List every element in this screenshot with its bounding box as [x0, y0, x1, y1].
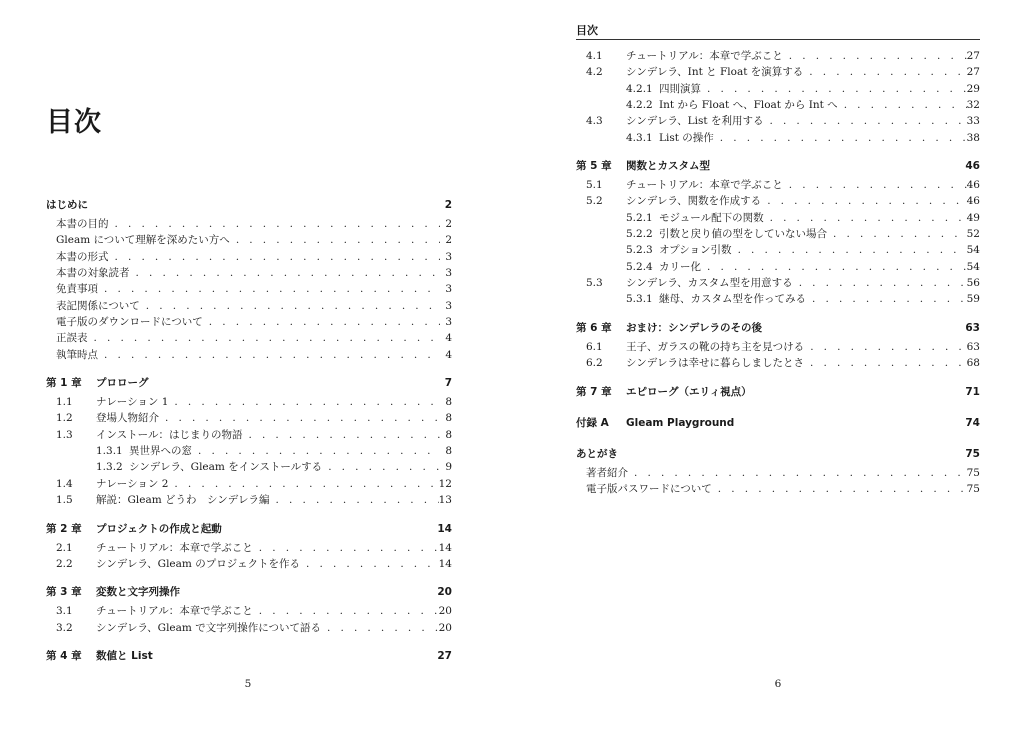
toc-chapter-5[interactable] [576, 158, 980, 177]
toc-entry[interactable] [576, 130, 980, 146]
section-number: 1.5 [56, 494, 73, 507]
entry-title: 電子版のダウンロードについて [56, 316, 203, 329]
section-number: 1.2 [56, 412, 73, 425]
dot-leader [109, 251, 441, 263]
entry-title: 免責事項 [56, 283, 98, 296]
entry-title: Int から Float へ、Float から Int へ [659, 99, 838, 112]
toc-chapter-hajimeni[interactable] [46, 197, 452, 216]
toc-entry[interactable] [46, 330, 452, 346]
page-ref: 59 [966, 293, 980, 306]
dot-leader [109, 218, 441, 230]
dot-leader [701, 83, 967, 95]
toc-entry[interactable] [576, 64, 980, 80]
entry-title: 本書の形式 [56, 250, 109, 263]
dot-leader [300, 558, 439, 570]
toc-entry[interactable] [46, 556, 452, 572]
section-number: 4.2.2 [626, 99, 653, 112]
page-ref: 27 [966, 50, 980, 62]
entry-title: シンデレラは幸せに暮らしましたとさ [626, 357, 805, 370]
toc-entry[interactable] [46, 540, 452, 556]
entry-title: オプション引数 [659, 244, 732, 257]
page-ref: 68 [966, 357, 980, 370]
section-number: 4.1 [586, 50, 603, 62]
toc-entry[interactable] [46, 298, 452, 314]
page-ref: 27 [966, 66, 980, 79]
toc-entry[interactable] [576, 177, 980, 193]
page-ref: 32 [966, 99, 980, 112]
dot-leader [230, 234, 440, 246]
toc-entry[interactable] [576, 465, 980, 481]
toc-entry[interactable] [576, 113, 980, 129]
entry-title: 登場人物紹介 [96, 412, 159, 425]
section-number: 1.4 [56, 477, 73, 490]
toc-entry[interactable] [576, 355, 980, 371]
section-number: 3.1 [56, 605, 73, 618]
page-ref: 8 [445, 445, 452, 458]
dot-leader [168, 396, 440, 408]
entry-title: 著者紹介 [586, 466, 628, 479]
page-ref: 46 [966, 195, 980, 208]
entry-title: 王子、ガラスの靴の持ち主を見つける [626, 340, 805, 353]
page-ref: 71 [965, 385, 980, 398]
page-ref: 27 [437, 649, 452, 662]
entry-title: 引数と戻り値の型をしていない場合 [659, 228, 827, 241]
page-ref: 46 [965, 160, 980, 173]
section-number: 5.2.3 [626, 244, 653, 257]
page-ref: 13 [438, 494, 452, 507]
chapter-title: おまけ：シンデレラのその後 [626, 321, 763, 334]
chapter-title: エピローグ（エリィ視点） [626, 385, 752, 398]
page-ref: 8 [445, 412, 452, 425]
toc-entry[interactable] [576, 97, 980, 113]
dot-leader [783, 179, 967, 191]
toc-appendix-a[interactable] [576, 415, 980, 434]
entry-title: モジュール配下の関数 [659, 211, 764, 224]
entry-title: 執筆時点 [56, 348, 98, 361]
toc-entry[interactable] [46, 249, 452, 265]
dot-leader [192, 445, 440, 457]
toc-entry[interactable] [576, 339, 980, 355]
page-ref: 7 [444, 377, 452, 390]
section-number: 5.3.1 [626, 293, 653, 306]
toc-entry[interactable] [576, 259, 980, 275]
page-ref: 38 [966, 131, 980, 144]
section-number: 5.1 [586, 179, 603, 192]
section-number: 6.2 [586, 357, 603, 370]
page-ref: 12 [438, 477, 452, 490]
entry-title: シンデレラ、Gleam で文字列操作について語る [96, 621, 321, 634]
page-ref: 63 [966, 340, 980, 353]
page-ref: 75 [965, 447, 980, 460]
chapter-title: 関数とカスタム型 [626, 160, 710, 173]
entry-title: シンデレラ、Gleam をインストールする [129, 461, 323, 474]
chapter-title: 変数と文字列操作 [96, 586, 180, 599]
section-number: 5.2.1 [626, 211, 653, 224]
dot-leader [827, 228, 967, 240]
page-ref: 9 [445, 461, 452, 474]
section-number: 2.1 [56, 541, 73, 554]
toc-entry[interactable] [576, 81, 980, 97]
page-ref: 75 [966, 466, 980, 479]
toc-entry[interactable] [576, 226, 980, 242]
toc-entry[interactable] [46, 443, 452, 459]
page-ref: 54 [966, 244, 980, 257]
page-ref: 8 [445, 396, 452, 409]
page-ref: 14 [437, 522, 452, 535]
page-ref: 63 [965, 321, 980, 334]
toc-entry[interactable] [576, 210, 980, 226]
entry-title: シンデレラ、Gleam のプロジェクトを作る [96, 557, 300, 570]
toc-entry[interactable] [46, 314, 452, 330]
dot-leader [804, 341, 966, 353]
toc-entry[interactable] [46, 265, 452, 281]
dot-leader [804, 357, 967, 369]
dot-leader [270, 494, 439, 506]
entry-title: チュートリアル：本章で学ぶこと [96, 541, 253, 554]
dot-leader [714, 132, 967, 144]
section-number: 3.2 [56, 621, 73, 634]
page-ref: 2 [445, 218, 452, 230]
entry-title: 継母、カスタム型を作ってみる [659, 293, 806, 306]
dot-leader [712, 483, 967, 495]
dot-leader [88, 332, 441, 344]
toc-chapter-atogaki[interactable] [576, 446, 980, 465]
dot-leader [764, 212, 967, 224]
page-ref: 3 [445, 250, 452, 263]
running-head: 目次 [576, 22, 980, 40]
page-ref: 20 [438, 621, 452, 634]
page-ref: 74 [965, 416, 980, 429]
toc-entry[interactable] [576, 291, 980, 307]
chapter-title: Gleam Playground [626, 416, 735, 429]
section-number: 4.3 [586, 115, 603, 128]
toc-entry[interactable] [46, 232, 452, 248]
dot-leader [321, 622, 439, 634]
chapter-number: 付録 A [576, 416, 609, 429]
toc-entry[interactable] [46, 620, 452, 636]
toc-entry[interactable] [46, 394, 452, 410]
chapter-number: 第 1 章 [46, 377, 82, 390]
chapter-number: 第 4 章 [46, 649, 82, 662]
page-ref: 46 [966, 179, 980, 192]
entry-title: 四則演算 [659, 82, 701, 95]
page-ref: 52 [966, 228, 980, 241]
entry-title: チュートリアル：本章で学ぶこと [626, 50, 783, 62]
toc-entry[interactable] [576, 242, 980, 258]
entry-title: 電子版パスワードについて [586, 482, 712, 495]
dot-leader [783, 50, 967, 62]
page-ref: 29 [966, 82, 980, 95]
dot-leader [203, 316, 440, 328]
dot-leader [793, 277, 967, 289]
page-ref: 3 [445, 316, 452, 329]
page-ref: 2 [445, 234, 452, 247]
entry-title: シンデレラ、関数を作成する [626, 195, 762, 208]
chapter-title: はじめに [46, 199, 88, 211]
dot-leader [242, 429, 440, 441]
page-ref: 14 [438, 541, 452, 554]
toc-entry[interactable] [46, 476, 452, 492]
entry-title: チュートリアル：本章で学ぶこと [96, 605, 253, 618]
chapter-number: 第 3 章 [46, 586, 82, 599]
entry-title: シンデレラ、カスタム型を用意する [626, 277, 793, 290]
page-ref: 33 [966, 115, 980, 128]
page-ref: 20 [437, 586, 452, 599]
dot-leader [130, 267, 441, 279]
section-number: 1.3.2 [96, 461, 123, 474]
page-ref: 49 [966, 211, 980, 224]
dot-leader [803, 66, 966, 78]
section-number: 1.3 [56, 428, 73, 441]
toc-title: 目次 [46, 107, 102, 138]
section-number: 5.2.4 [626, 260, 653, 273]
section-number: 4.2 [586, 66, 603, 79]
page-ref: 3 [445, 283, 452, 296]
entry-title: ナレーション 1 [96, 396, 169, 409]
dot-leader [838, 99, 967, 111]
page-ref: 14 [438, 557, 452, 570]
entry-title: 本書の目的 [56, 218, 109, 230]
toc-entry[interactable] [46, 410, 452, 426]
toc-chapter-7[interactable] [576, 384, 980, 403]
toc-entry[interactable] [46, 347, 452, 363]
dot-leader [732, 244, 967, 256]
section-number: 4.2.1 [626, 82, 653, 95]
dot-leader [253, 542, 439, 554]
dot-leader [168, 478, 438, 490]
dot-leader [98, 283, 440, 295]
chapter-number: 第 7 章 [576, 385, 612, 398]
toc-entry[interactable] [46, 603, 452, 619]
entry-title: カリー化 [659, 260, 701, 273]
dot-leader [159, 412, 440, 424]
toc-entry[interactable] [576, 481, 980, 497]
toc-entry[interactable] [576, 48, 980, 64]
entry-title: Gleam について理解を深めたい方へ [56, 234, 230, 247]
page-ref: 54 [966, 260, 980, 273]
dot-leader [253, 605, 439, 617]
dot-leader [628, 467, 967, 479]
page-ref: 75 [966, 482, 980, 495]
section-number: 2.2 [56, 557, 73, 570]
entry-title: 本書の対象読者 [56, 267, 130, 280]
right-page [512, 0, 1024, 730]
page-number: 6 [774, 678, 782, 690]
toc-entry[interactable] [46, 459, 452, 475]
toc-entry[interactable] [576, 193, 980, 209]
page-number: 5 [244, 678, 252, 690]
toc-entry[interactable] [576, 275, 980, 291]
dot-leader [763, 115, 966, 127]
dot-leader [98, 349, 440, 361]
toc-chapter-1[interactable] [46, 375, 452, 394]
section-number: 1.1 [56, 396, 73, 409]
page-ref: 3 [445, 267, 452, 280]
dot-leader [806, 293, 967, 305]
toc-chapter-2[interactable] [46, 521, 452, 540]
chapter-title: あとがき [576, 447, 618, 460]
page-ref: 20 [438, 605, 452, 618]
toc-entry[interactable] [46, 492, 452, 508]
entry-title: チュートリアル：本章で学ぶこと [626, 179, 783, 192]
entry-title: シンデレラ、Int と Float を演算する [626, 66, 804, 79]
entry-title: 異世界への窓 [129, 445, 192, 458]
section-number: 6.1 [586, 340, 603, 353]
dot-leader [761, 195, 966, 207]
section-number: 5.2 [586, 195, 603, 208]
left-toc [46, 197, 452, 667]
chapter-title: プロジェクトの作成と起動 [96, 522, 222, 535]
page-ref: 4 [445, 348, 452, 361]
toc-chapter-3[interactable] [46, 584, 452, 603]
toc-entry[interactable] [46, 281, 452, 297]
page-ref: 2 [444, 199, 452, 211]
entry-title: List の操作 [659, 131, 714, 144]
chapter-number: 第 5 章 [576, 160, 612, 173]
section-number: 1.3.1 [96, 445, 123, 458]
page-ref: 8 [445, 428, 452, 441]
entry-title: 正誤表 [56, 332, 88, 345]
entry-title: ナレーション 2 [96, 477, 169, 490]
page-ref: 56 [966, 277, 980, 290]
entry-title: 表記関係について [56, 299, 140, 312]
section-number: 4.3.1 [626, 131, 653, 144]
right-toc [576, 48, 980, 497]
chapter-title: 数値と List [96, 649, 153, 662]
chapter-number: 第 6 章 [576, 321, 612, 334]
dot-leader [701, 261, 967, 273]
entry-title: 解説：Gleam どうわ シンデレラ編 [96, 494, 270, 507]
toc-entry[interactable] [46, 216, 452, 232]
page-ref: 4 [445, 332, 452, 345]
entry-title: シンデレラ、List を利用する [626, 115, 764, 128]
toc-chapter-6[interactable] [576, 320, 980, 339]
toc-entry[interactable] [46, 427, 452, 443]
chapter-number: 第 2 章 [46, 522, 82, 535]
dot-leader [322, 461, 440, 473]
entry-title: インストール：はじまりの物語 [96, 428, 243, 441]
toc-chapter-4[interactable] [46, 648, 452, 667]
section-number: 5.2.2 [626, 228, 653, 241]
chapter-title: プロローグ [96, 377, 149, 390]
section-number: 5.3 [586, 277, 603, 290]
page-ref: 3 [445, 299, 452, 312]
dot-leader [140, 300, 440, 312]
